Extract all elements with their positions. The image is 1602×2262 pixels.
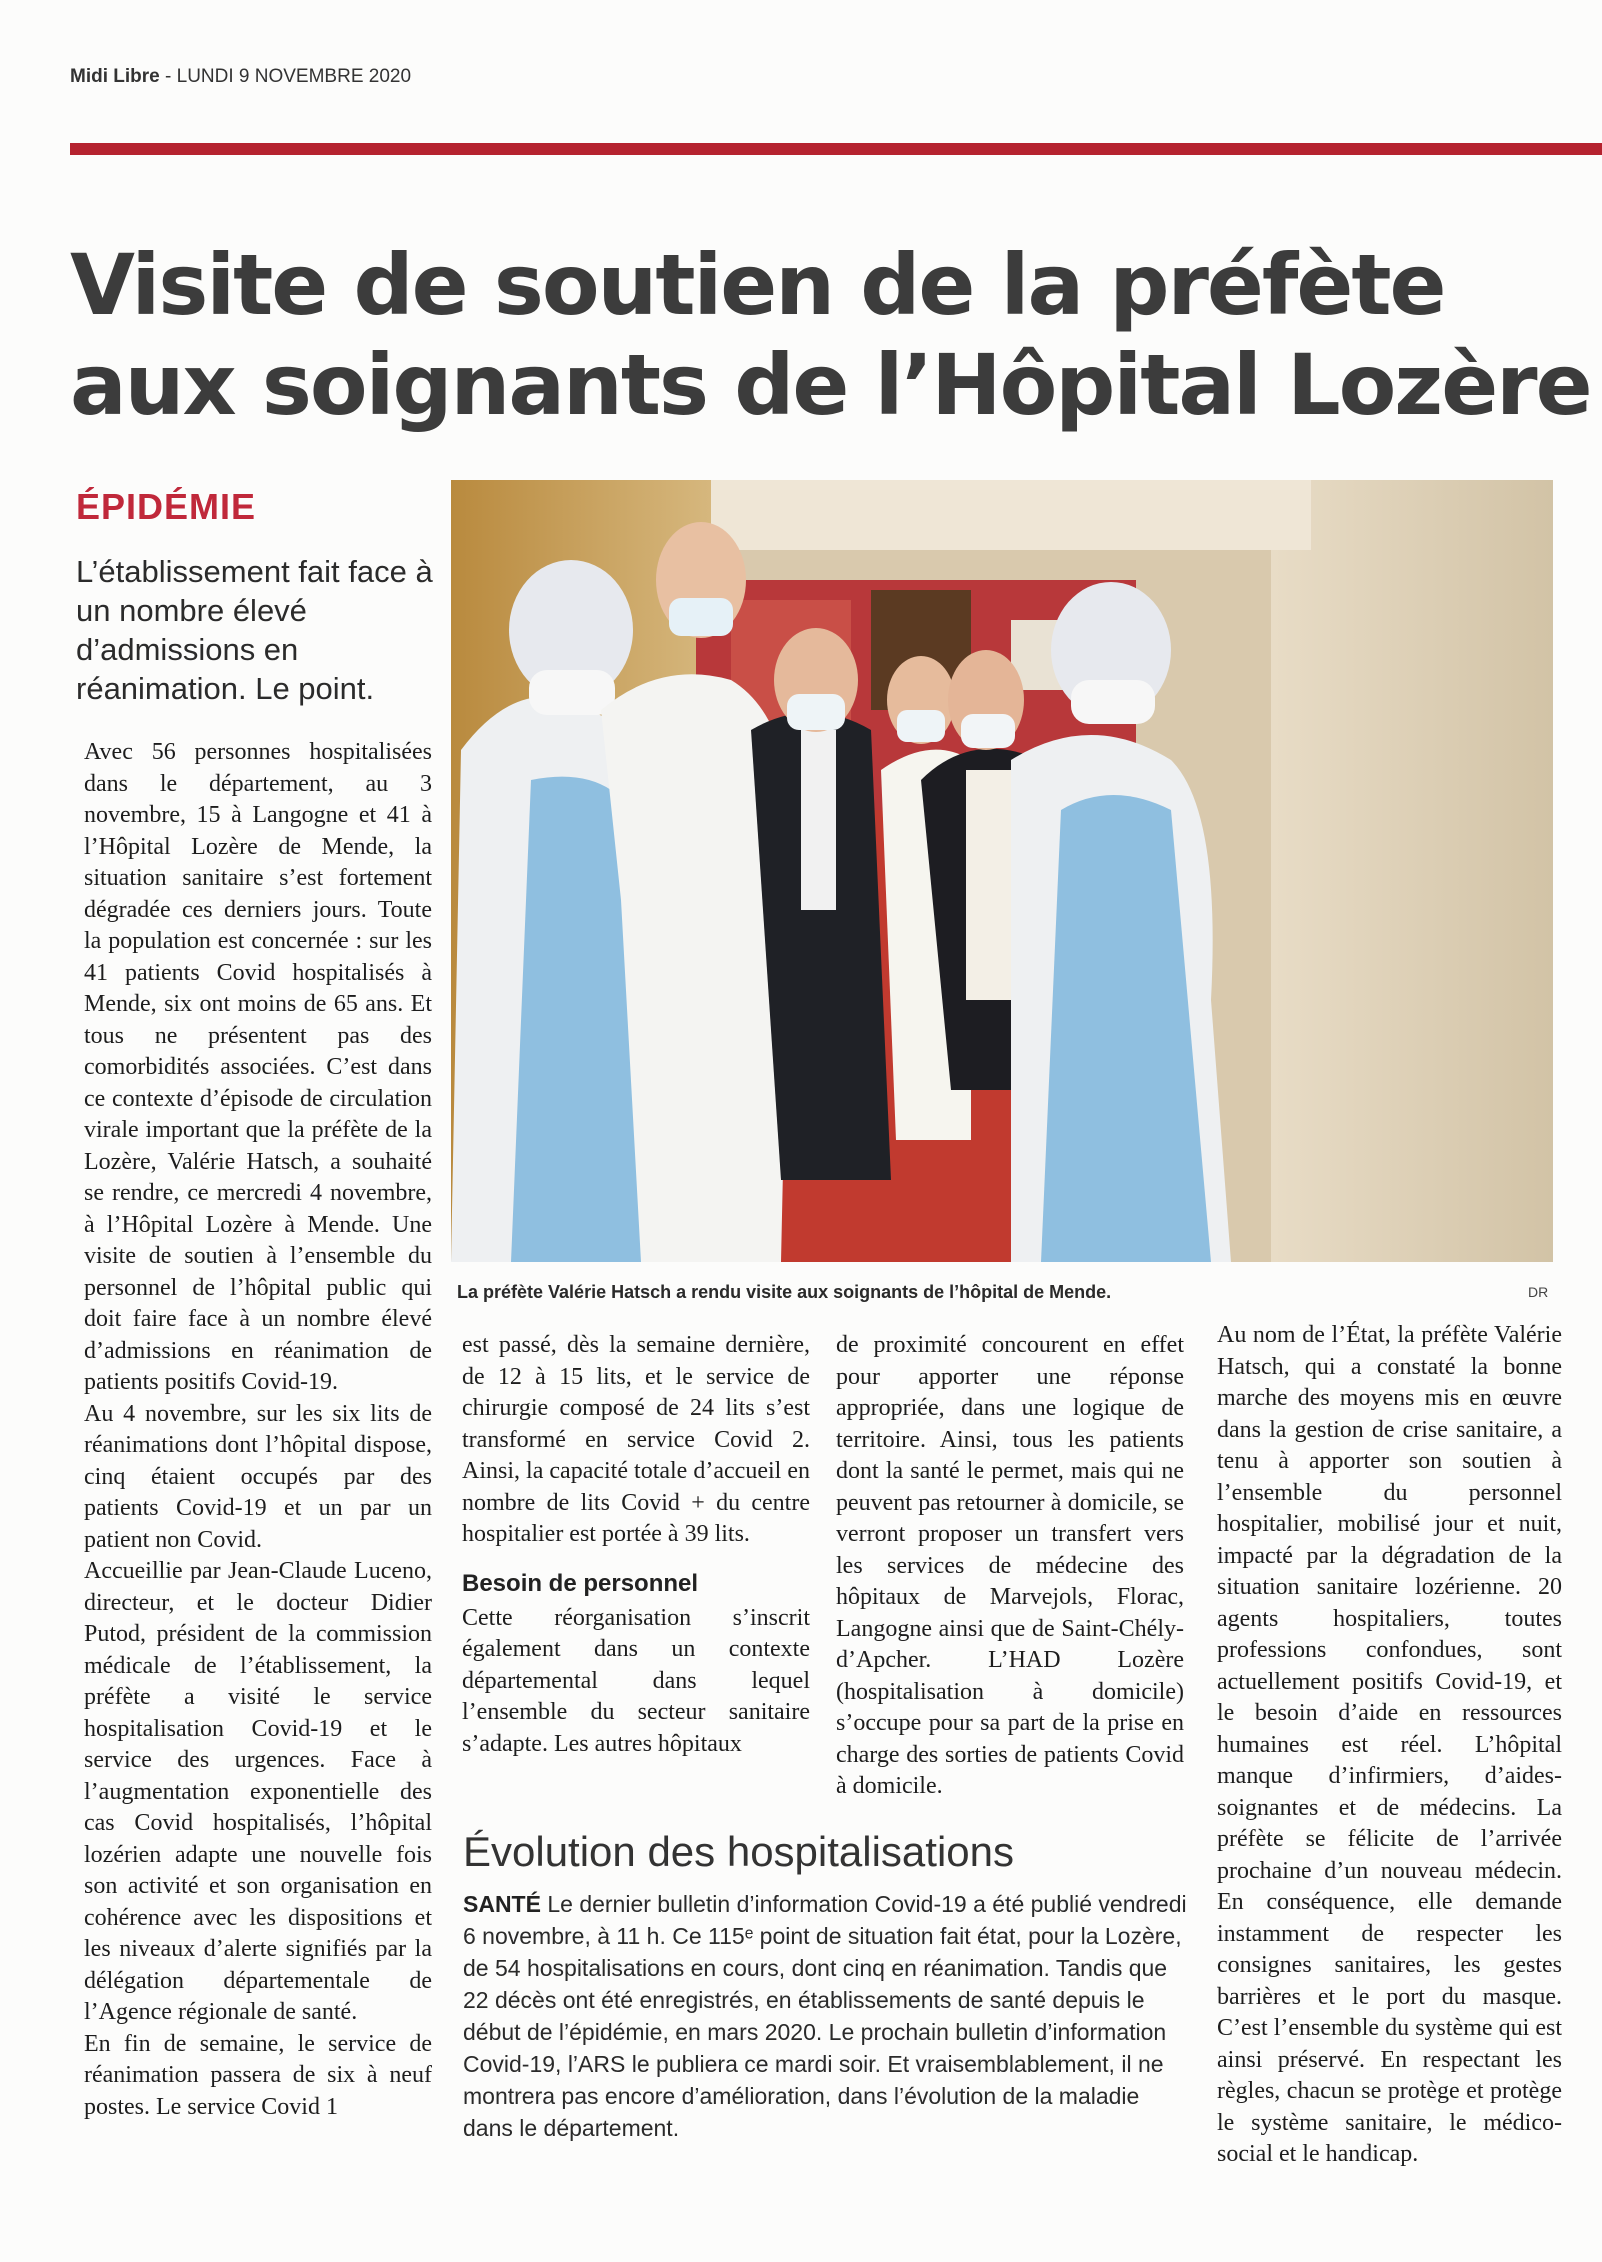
article-paragraph: En fin de semaine, le service de réanimation passera de six à neuf postes. Le service Covid 1	[84, 2030, 432, 2120]
article-paragraph: de proximité concourent en effet pour apporter une réponse appropriée, dans une logique de territoire. Ainsi, tous les patients dont la santé le permet, mais qui ne peuvent pas retourner à domicile, se verront proposer un transfert vers les services de médecine des hôpitaux de Marvejols, Florac, Langogne ainsi que de Saint-Chély-d’Apcher. L’HAD Lozère (hospitalisation à domicile) s’occupe pour sa part de la prise en charge des sorties de patients Covid à domicile.	[836, 1332, 1184, 1799]
masthead-separator: -	[159, 66, 177, 87]
article-paragraph: Cette réorganisation s’inscrit également dans un contexte départemental dans lequel l’ensemble du secteur sanitaire s’adapte. Les autres hôpitaux	[462, 1604, 810, 1757]
headline-line-1: Visite de soutien de la préfète	[70, 236, 1445, 334]
article-column-3	[836, 1330, 1184, 1803]
masthead-brand: Midi Libre	[70, 66, 160, 87]
article-paragraph: est passé, dès la semaine dernière, de 12 à 15 lits, et le service de chirurgie composé de 24 lits s’est transformé en service Covid 2. Ainsi, la capacité totale d’accueil en nombre de lits Covid + du centre hospitalier est portée à 39 lits.	[462, 1332, 810, 1547]
article-column-4	[1217, 1320, 1562, 2171]
lede: L’établissement fait face à un nombre élevé d’admissions en réanimation. Le point.	[76, 554, 433, 706]
article-paragraph: Au nom de l’État, la préfète Valérie Hatsch, qui a constaté la bonne marche des moyens mis en œuvre dans la gestion de crise sanitaire, a tenu à apporter son soutien à l’ensemble du personnel hospitalier, mobilisé jour et nuit, impacté par la dégradation de la situation sanitaire lozérienne. 20 agents hospitaliers, toutes professions confondues, sont actuellement positifs Covid-19, et le besoin d’aide en ressources humaines est réel. L’hôpital manque d’infirmiers, d’aides-soignantes et de médecins. La préfète se félicite de l’arrivée prochaine d’un nouveau médecin. En conséquence, elle demande instamment de respecter les consignes sanitaires, les gestes barrières et le port du masque. C’est l’ensemble du système qui est ainsi préservé. En respectant les règles, chacun se protège et protège le système sanitaire, le médico-social et le handicap.	[1217, 1322, 1562, 2167]
photo-illustration	[451, 480, 1553, 1262]
article-column-2	[462, 1330, 810, 1760]
red-rule	[70, 143, 1602, 155]
photo-credit: DR	[1528, 1284, 1549, 1300]
rubric-label: ÉPIDÉMIE	[76, 486, 257, 527]
headline-line-2: aux soignants de l’Hôpital Lozère	[70, 336, 1591, 434]
section-subhead: Besoin de personnel	[462, 1569, 699, 1597]
box-body: Le dernier bulletin d’information Covid-19 a été publié vendredi 6 novembre, à 11 h. Ce 115ᵉ point de situation fait état, pour la Lozère, de 54 hospitalisations en cours, dont cinq en réanimation. Tandis que 22 décès ont été enregistrés, en établissements de santé depuis le début de l’épidémie, en mars 2020. Le prochain bulletin d’information Covid-19, l’ARS le publiera ce mardi soir. Et vraisemblablement, il ne montrera pas encore d’amélioration, dans l’évolution de la maladie dans le département.	[463, 1891, 1187, 2141]
headline	[70, 235, 1591, 435]
article-paragraph: Au 4 novembre, sur les six lits de réanimations dont l’hôpital dispose, cinq étaient occupés par des patients Covid-19 et un par un patient non Covid.	[84, 1400, 432, 1553]
article-column-1	[84, 737, 432, 2123]
article-paragraph: Avec 56 personnes hospitalisées dans le département, au 3 novembre, 15 à Langogne et 41 à l’Hôpital Lozère de Mende, la situation sanitaire s’est fortement dégradée ces derniers jours. Toute la population est concernée : sur les 41 patients Covid hospitalisés à Mende, six ont moins de 65 ans. Et tous ne présentent pas des comorbidités associées. C’est dans ce contexte d’épisode de circulation virale important que la préfète de la Lozère, Valérie Hatsch, a souhaité se rendre, ce mercredi 4 novembre, à l’Hôpital Lozère à Mende. Une visite de soutien à l’ensemble du personnel de l’hôpital public qui doit faire face à un nombre élevé d’admissions en réanimation de patients positifs Covid-19.	[84, 739, 432, 1395]
box-text	[463, 1888, 1191, 2144]
box-title: Évolution des hospitalisations	[463, 1828, 1015, 1875]
photo-caption: La préfète Valérie Hatsch a rendu visite aux soignants de l’hôpital de Mende.	[457, 1282, 1112, 1302]
article-paragraph: Accueillie par Jean-Claude Luceno, directeur, et le docteur Didier Putod, président de la commission médicale de l’établissement, la préfète a visité le service hospitalisation Covid-19 et le service des urgences. Face à l’augmentation exponentielle des cas Covid hospitalisés, l’hôpital lozérien adapte une nouvelle fois son activité et son organisation en cohérence avec les dispositions et les niveaux d’alerte signifiés par la délégation départementale de l’Agence régionale de santé.	[84, 1558, 432, 2025]
box-kicker: SANTÉ	[463, 1891, 548, 1917]
article-photo	[451, 480, 1553, 1262]
masthead-date: LUNDI 9 NOVEMBRE 2020	[176, 66, 412, 87]
masthead	[70, 66, 411, 88]
